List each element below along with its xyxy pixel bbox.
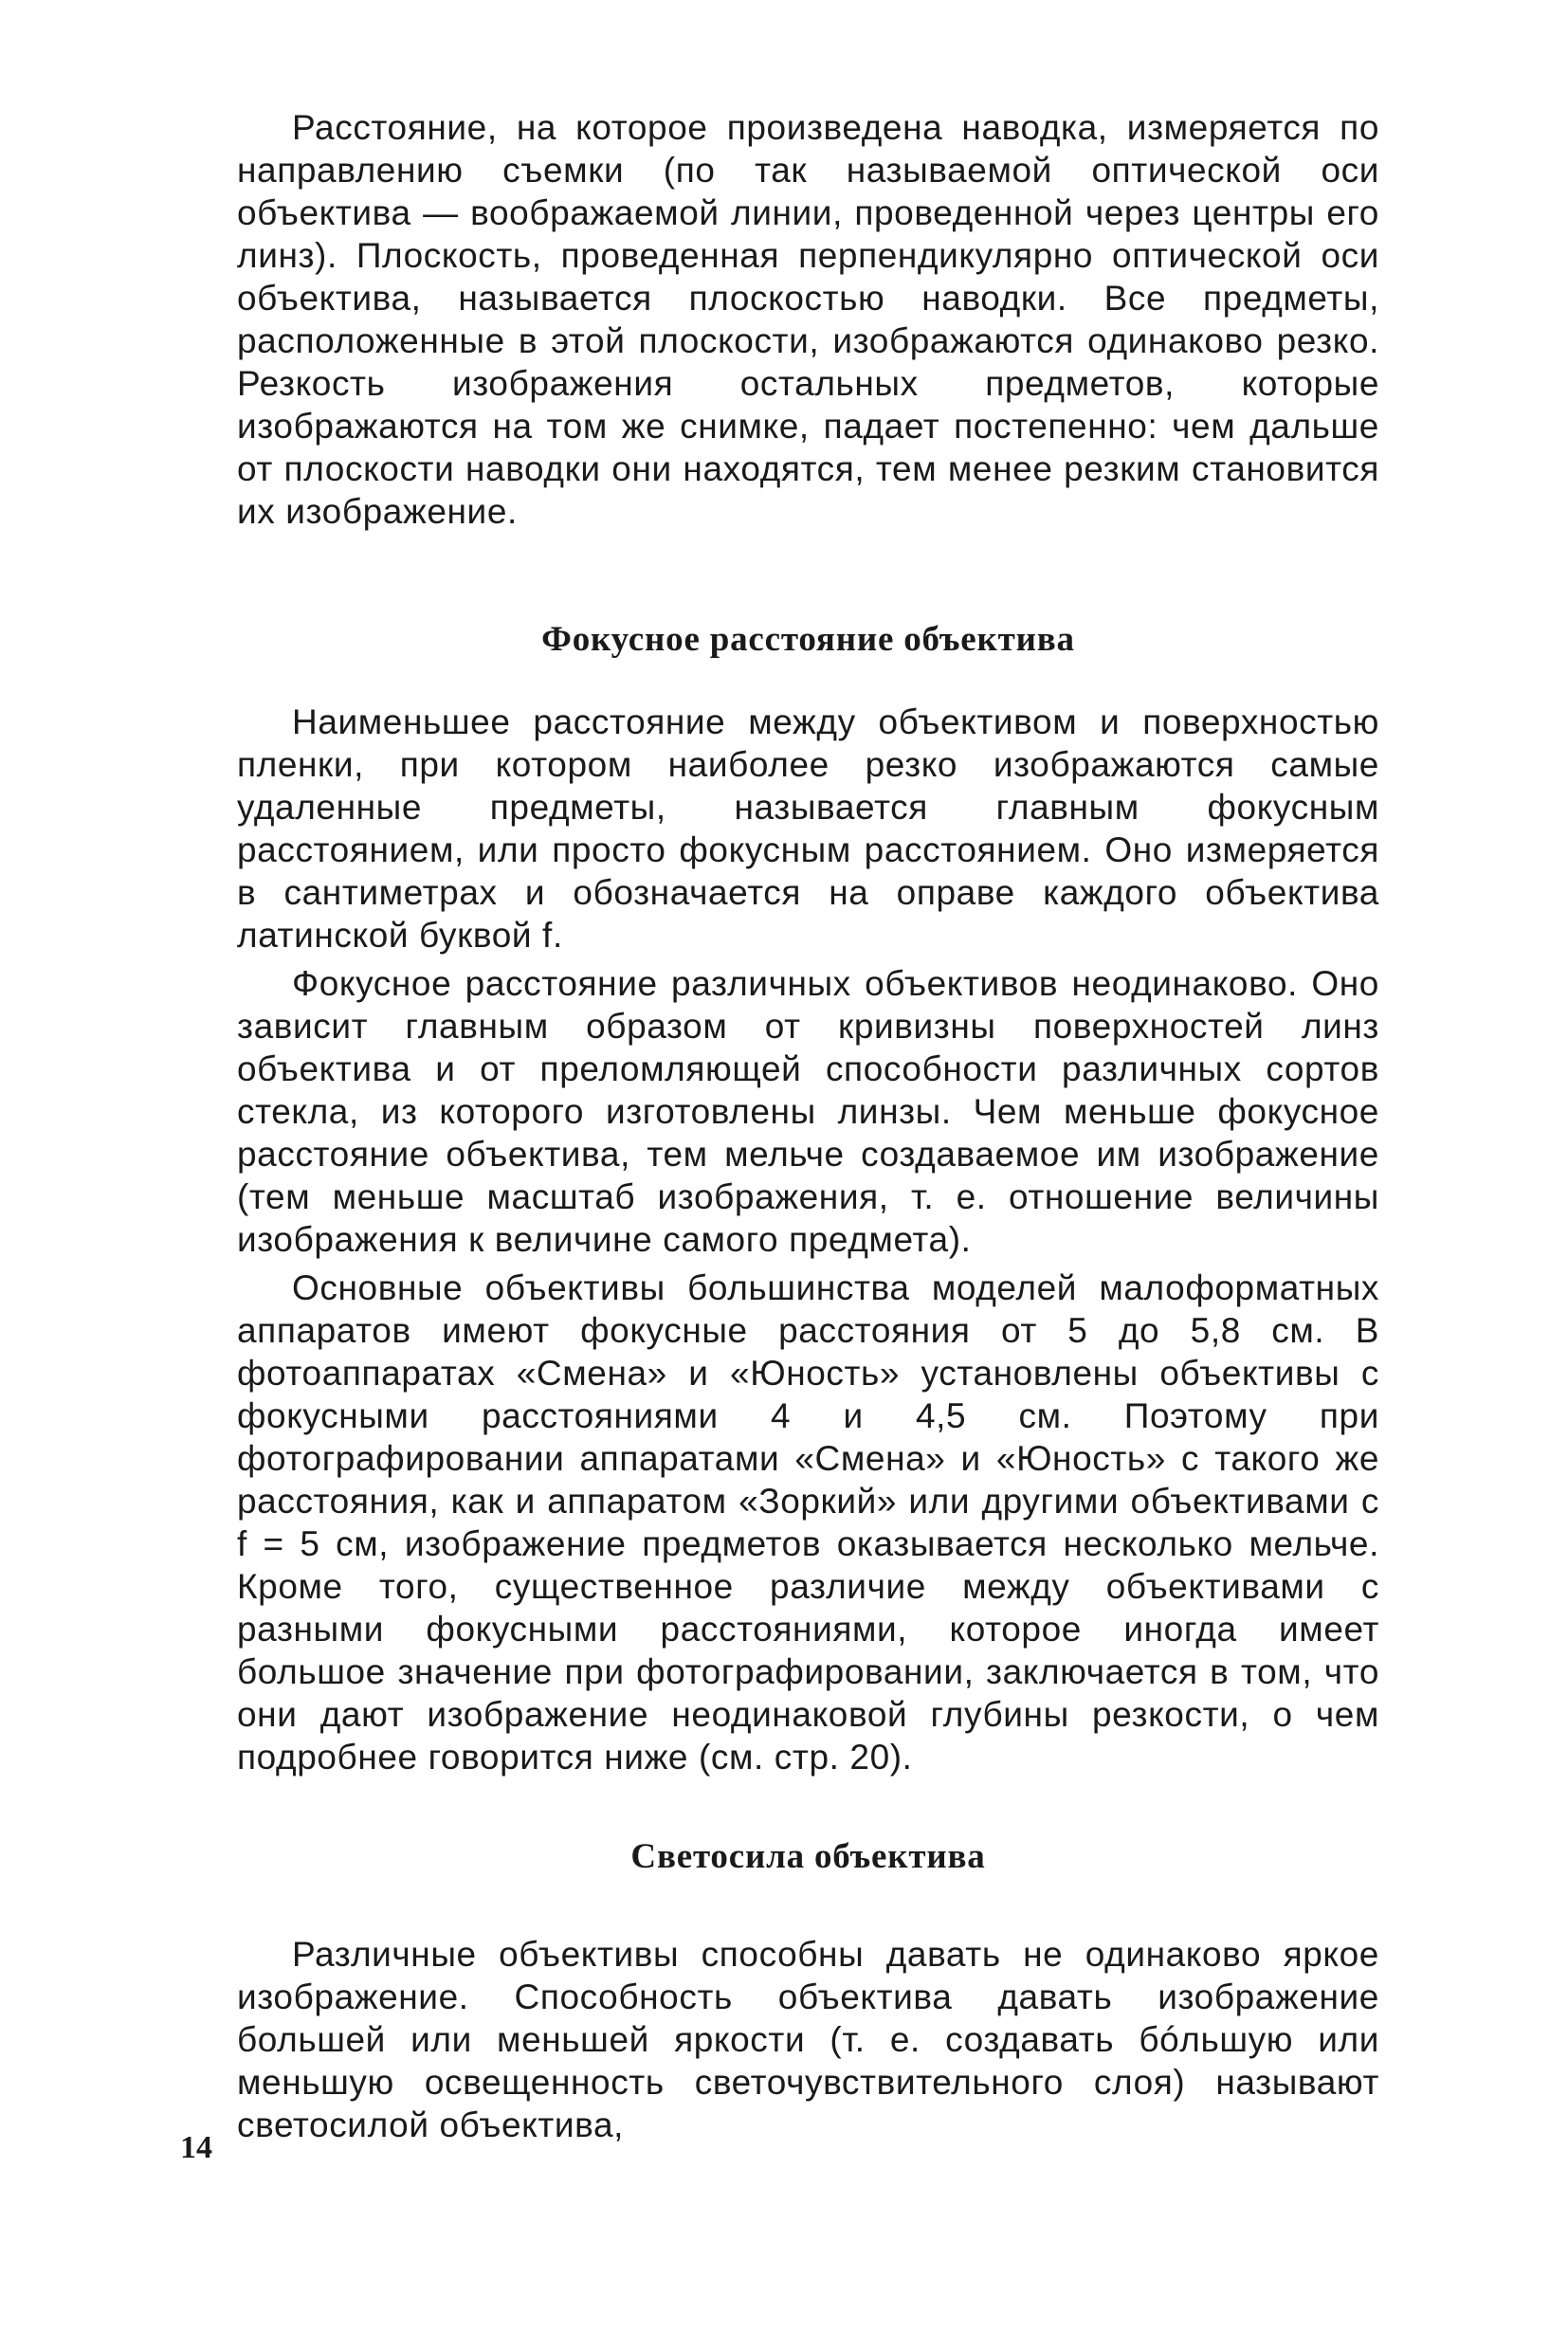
aperture-paragraph-1: Различные объективы способны давать не одинаково яркое изображение. Способность объектива давать изображение большей или меньшей яркости (т. е. создавать бóльшую или меньшую освещенность светочувствительного слоя) называют светосилой объектива, xyxy=(237,1935,1379,2144)
intro-paragraph: Расстояние, на которое произведена наводка, измеряется по направлению съемки (по так называемой оптической оси объектива — воображаемой линии, проведенной через центры его линз). Плоскость, проведенная перпендикулярно оптической оси объектива, называется плоскостью наводки. Все предметы, расположенные в этой плоскости, изображаются одинаково резко. Резкость изображения остальных предметов, которые изображаются на том же снимке, падает постепенно: чем дальше от плоскости наводки они находятся, тем менее резким становится их изображение. xyxy=(237,108,1379,531)
section-heading-wrapper xyxy=(237,618,1379,661)
section-heading-focal-length: Фокусное расстояние объектива xyxy=(541,620,1075,659)
section-heading-wrapper xyxy=(237,1835,1379,1878)
focal-paragraph-3: Основные объективы большинства моделей малоформатных аппаратов имеют фокусные расстояния от 5 до 5,8 см. В фотоаппаратах «Смена» и «Юность» установлены объективы с фокусными расстояниями 4 и 4,5 см. Поэтому при фотографировании аппаратами «Смена» и «Юность» с такого же расстояния, как и аппаратом «Зоркий» или другими объективами с f = 5 см, изображение предметов оказывается несколько мельче. Кроме того, существенное различие между объективами с разными фокусными расстояниями, которое иногда имеет большое значение при фотографировании, заключается в том, что они дают изображение неодинаковой глубины резкости, о чем подробнее говорится ниже (см. стр. 20). xyxy=(237,1268,1379,1777)
section-heading-aperture: Светосила объектива xyxy=(630,1837,986,1876)
focal-paragraph-2: Фокусное расстояние различных объективов неодинаково. Оно зависит главным образом от кривизны поверхностей линз объектива и от преломляющей способности различных сортов стекла, из которого изготовлены линзы. Чем меньше фокусное расстояние объектива, тем мельче создаваемое им изображение (тем меньше масштаб изображения, т. е. отношение величины изображения к величине самого предмета). xyxy=(237,964,1379,1259)
text-column xyxy=(237,106,1379,2146)
focal-paragraph-1: Наименьшее расстояние между объективом и поверхностью пленки, при котором наиболее резко изображаются самые удаленные предметы, называется главным фокусным расстоянием, или просто фокусным расстоянием. Оно измеряется в сантиметрах и обозначается на оправе каждого объектива латинской буквой f. xyxy=(237,702,1379,955)
page-number: 14 xyxy=(180,2130,212,2165)
